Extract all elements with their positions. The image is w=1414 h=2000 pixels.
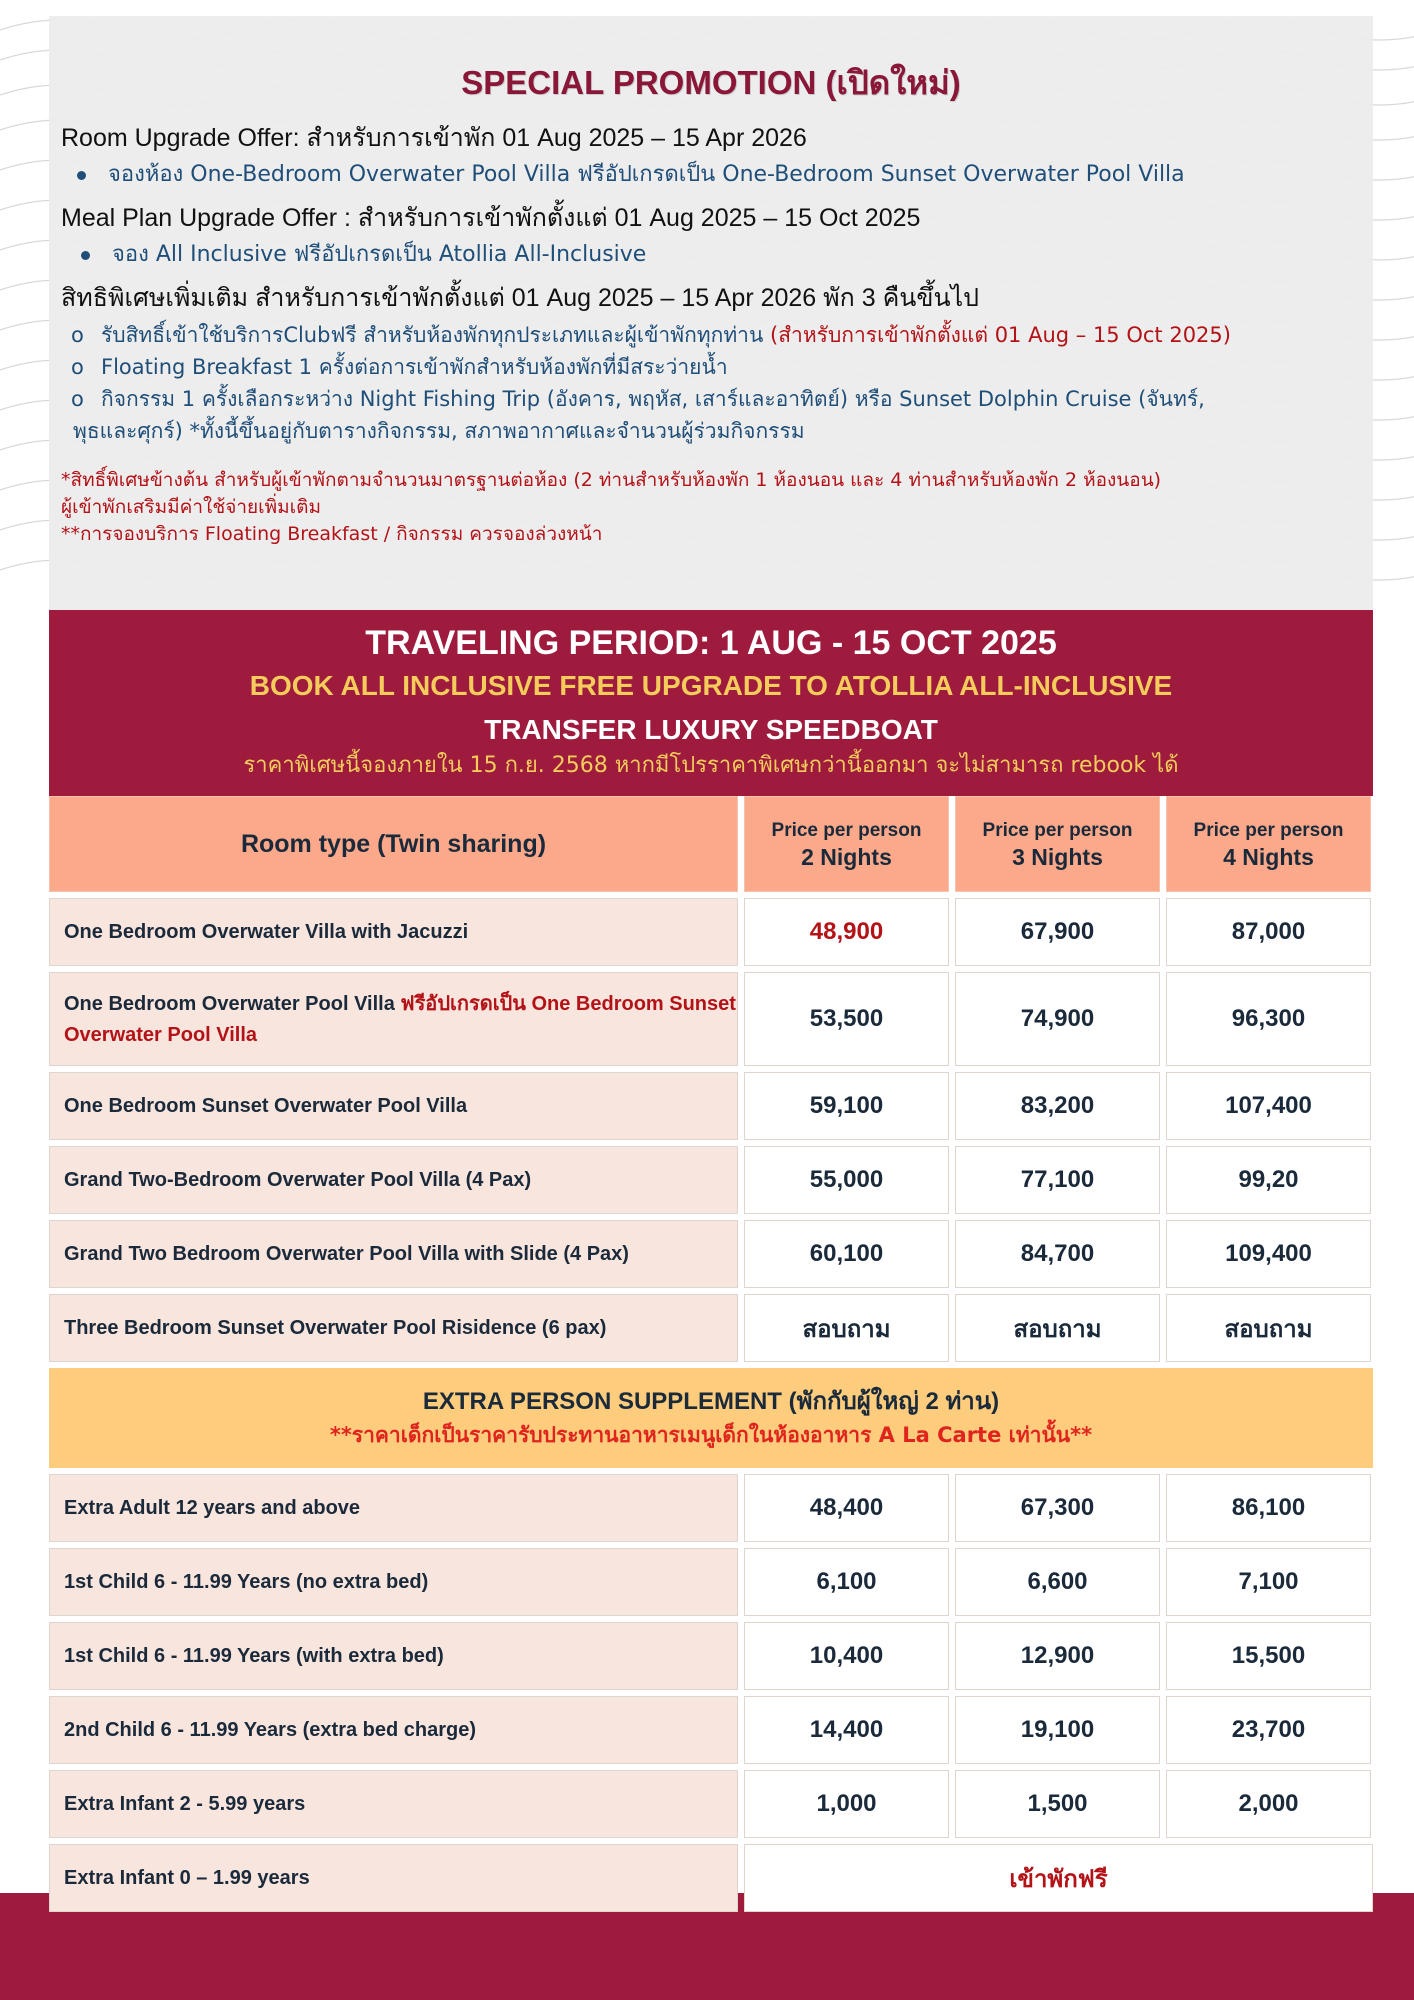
perk-marker: o [71, 387, 84, 411]
promotion-sheet [49, 16, 1373, 1912]
table-row [49, 1220, 1373, 1288]
price-3-nights: 12,900 [955, 1622, 1160, 1690]
price-4-nights: 99,20 [1166, 1146, 1371, 1214]
room-name: One Bedroom Overwater Villa with Jacuzzi [49, 898, 738, 966]
table-row [49, 1146, 1373, 1214]
child-meal-note: **ราคาเด็กเป็นราคารับประทานอาหารเมนูเด็กในห้องอาหาร A La Carte เท่านั้น** [329, 1423, 1093, 1447]
price-2-nights: 1,000 [744, 1770, 949, 1838]
price-3-nights: 67,300 [955, 1474, 1160, 1542]
meal-upgrade-item [61, 237, 1361, 273]
table-row [49, 1072, 1373, 1140]
price-4-nights: 23,700 [1166, 1696, 1371, 1764]
price-3-nights: 1,500 [955, 1770, 1160, 1838]
nights-label: 3 Nights [1012, 844, 1103, 870]
perk-text: Floating Breakfast 1 ครั้งต่อการเข้าพักสำหรับห้องพักที่มีสระว่ายน้ำ [101, 355, 728, 379]
price-2-nights: 14,400 [744, 1696, 949, 1764]
price-4-nights: 96,300 [1166, 972, 1371, 1066]
price-4-nights: 15,500 [1166, 1622, 1371, 1690]
price-4-nights: 86,100 [1166, 1474, 1371, 1542]
room-name-text: One Bedroom Overwater Pool Villa [64, 993, 401, 1015]
table-row [49, 1696, 1373, 1764]
note-line: **การจองบริการ Floating Breakfast / กิจกรรม ควรจองล่วงหน้า [61, 523, 603, 545]
price-per-person-label: Price per person [982, 820, 1133, 841]
meal-upgrade-text: จอง All Inclusive ฟรีอัปเกรดเป็น Atollia All-Inclusive [112, 242, 647, 267]
promotion-section [49, 16, 1373, 610]
price-4-nights: 7,100 [1166, 1548, 1371, 1616]
price-3-nights: สอบถาม [955, 1294, 1160, 1362]
transfer-label: TRANSFER LUXURY SPEEDBOAT [484, 714, 938, 745]
price-4-nights: 107,400 [1166, 1072, 1371, 1140]
perk-marker: o [71, 355, 84, 379]
room-name: Grand Two-Bedroom Overwater Pool Villa (4 Pax) [49, 1146, 738, 1214]
nights-label: 4 Nights [1223, 844, 1314, 870]
room-upgrade-item [61, 157, 1361, 193]
table-row [49, 1622, 1373, 1690]
extra-person-type: Extra Infant 0 – 1.99 years [49, 1844, 738, 1912]
price-per-person-label: Price per person [1193, 820, 1344, 841]
perk-item [61, 383, 1361, 415]
promotion-notes [61, 467, 1361, 548]
table-row [49, 1844, 1373, 1912]
price-per-person-label: Price per person [771, 820, 922, 841]
price-3-nights: 19,100 [955, 1696, 1160, 1764]
perk-item [61, 351, 1361, 383]
period-subtitle: BOOK ALL INCLUSIVE FREE UPGRADE TO ATOLLIA ALL-INCLUSIVE [249, 670, 1173, 701]
perk-marker: o [71, 323, 84, 347]
table-row [49, 1294, 1373, 1362]
room-upgrade-note: ฟรีอัปเกรดเป็น One Bedroom Sunset Overwater Pool Villa [64, 993, 736, 1046]
extra-person-type: Extra Infant 2 - 5.99 years [49, 1770, 738, 1838]
price-header-4-nights [1166, 796, 1371, 892]
table-row [49, 1548, 1373, 1616]
table-header-row [49, 796, 1373, 892]
price-3-nights: 74,900 [955, 972, 1160, 1066]
price-2-nights: 55,000 [744, 1146, 949, 1214]
booking-condition-note: ราคาพิเศษนี้จองภายใน 15 ก.ย. 2568 หากมีโปรราคาพิเศษกว่านี้ออกมา จะไม่สามารถ rebook ได้ [243, 753, 1179, 778]
room-upgrade-heading: Room Upgrade Offer: สำหรับการเข้าพัก 01 Aug 2025 – 15 Apr 2026 [61, 124, 807, 152]
price-header-2-nights [744, 796, 949, 892]
room-type-header: Room type (Twin sharing) [49, 796, 738, 892]
promotion-title: SPECIAL PROMOTION (เปิดใหม่) [461, 64, 961, 101]
price-4-nights: 2,000 [1166, 1770, 1371, 1838]
room-upgrade-text: จองห้อง One-Bedroom Overwater Pool Villa ฟรีอัปเกรดเป็น One-Bedroom Sunset Overwater Pool Villa [108, 162, 1185, 187]
traveling-period-header [49, 610, 1373, 796]
extra-person-type: 1st Child 6 - 11.99 Years (no extra bed) [49, 1548, 738, 1616]
note-line: ผู้เข้าพักเสริมมีค่าใช้จ่ายเพิ่มเติม [61, 496, 322, 518]
perk-item [61, 319, 1361, 351]
nights-label: 2 Nights [801, 844, 892, 870]
bullet-icon [77, 171, 86, 180]
price-table [49, 796, 1373, 1912]
table-row [49, 1770, 1373, 1838]
note-line: *สิทธิ์พิเศษข้างต้น สำหรับผู้เข้าพักตามจำนวนมาตรฐานต่อห้อง (2 ท่านสำหรับห้องพัก 1 ห้องนอน และ 4 ท่านสำหรับห้องพัก 2 ห้องนอน) [61, 469, 1162, 491]
price-2-nights: 6,100 [744, 1548, 949, 1616]
price-4-nights: สอบถาม [1166, 1294, 1371, 1362]
meal-upgrade-heading: Meal Plan Upgrade Offer : สำหรับการเข้าพักตั้งแต่ 01 Aug 2025 – 15 Oct 2025 [61, 204, 921, 232]
free-stay-label: เข้าพักฟรี [744, 1844, 1373, 1912]
period-title: TRAVELING PERIOD: 1 AUG - 15 OCT 2025 [365, 624, 1057, 662]
price-2-nights: 10,400 [744, 1622, 949, 1690]
perk-continuation: พุธและศุกร์) *ทั้งนี้ขึ้นอยู่กับตารางกิจกรรม, สภาพอากาศและจำนวนผู้ร่วมกิจกรรม [73, 419, 805, 443]
extra-person-banner [49, 1368, 1373, 1468]
perk-red-text: (สำหรับการเข้าพักตั้งแต่ 01 Aug – 15 Oct 2025) [770, 323, 1231, 347]
price-3-nights: 84,700 [955, 1220, 1160, 1288]
price-4-nights: 109,400 [1166, 1220, 1371, 1288]
privileges-heading: สิทธิพิเศษเพิ่มเติม สำหรับการเข้าพักตั้งแต่ 01 Aug 2025 – 15 Apr 2026 พัก 3 คืนขึ้นไป [61, 284, 980, 312]
bullet-icon [81, 251, 90, 260]
perk-text: กิจกรรม 1 ครั้งเลือกระหว่าง Night Fishing Trip (อังคาร, พฤหัส, เสาร์และอาทิตย์) หรือ Sunset Dolphin Cruise (จันทร์, [101, 387, 1205, 411]
room-name: Three Bedroom Sunset Overwater Pool Risidence (6 pax) [49, 1294, 738, 1362]
price-header-3-nights [955, 796, 1160, 892]
table-row [49, 972, 1373, 1066]
price-3-nights: 67,900 [955, 898, 1160, 966]
price-2-nights: 53,500 [744, 972, 949, 1066]
price-3-nights: 77,100 [955, 1146, 1160, 1214]
extra-person-type: Extra Adult 12 years and above [49, 1474, 738, 1542]
price-2-nights: 48,900 [744, 898, 949, 966]
table-row [49, 1474, 1373, 1542]
room-name: One Bedroom Sunset Overwater Pool Villa [49, 1072, 738, 1140]
price-2-nights: สอบถาม [744, 1294, 949, 1362]
room-name [49, 972, 738, 1066]
perk-text: รับสิทธิ์เข้าใช้บริการClubฟรี สำหรับห้องพักทุกประเภทและผู้เข้าพักทุกท่าน [101, 323, 764, 347]
price-4-nights: 87,000 [1166, 898, 1371, 966]
table-row [49, 898, 1373, 966]
price-2-nights: 60,100 [744, 1220, 949, 1288]
price-3-nights: 83,200 [955, 1072, 1160, 1140]
extra-person-type: 1st Child 6 - 11.99 Years (with extra bed) [49, 1622, 738, 1690]
price-3-nights: 6,600 [955, 1548, 1160, 1616]
price-2-nights: 48,400 [744, 1474, 949, 1542]
room-name: Grand Two Bedroom Overwater Pool Villa with Slide (4 Pax) [49, 1220, 738, 1288]
price-2-nights: 59,100 [744, 1072, 949, 1140]
extra-person-type: 2nd Child 6 - 11.99 Years (extra bed charge) [49, 1696, 738, 1764]
extra-person-title: EXTRA PERSON SUPPLEMENT (พักกับผู้ใหญ่ 2 ท่าน) [422, 1388, 1000, 1415]
